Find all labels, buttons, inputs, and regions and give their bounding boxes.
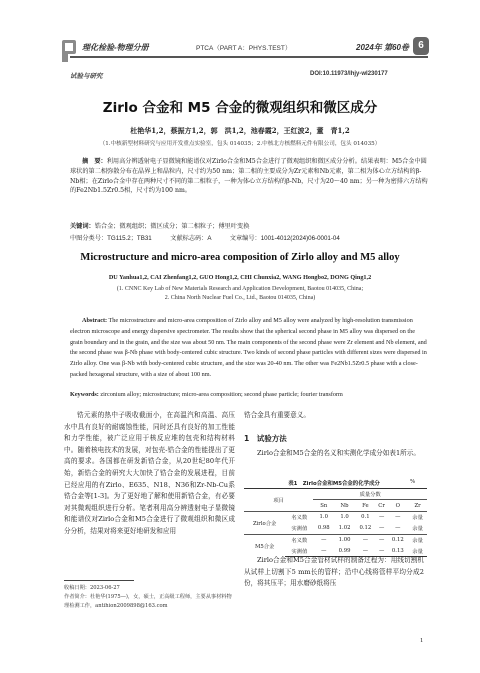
table-cell: — <box>362 537 369 543</box>
doi[interactable]: DOI:10.11973/lhjy-wl230177 <box>310 71 388 77</box>
keywords-label-chinese: 关键词： <box>70 223 95 230</box>
title-chinese: Zirlo 合金和 M5 合金的微观组织和微区成分 <box>102 100 378 116</box>
abstract-label-english: Abstract: <box>82 317 108 324</box>
intro-continuation: 锆合金具有重要意义。 <box>244 411 310 419</box>
table-cell: 0.98 <box>313 523 334 534</box>
abstract-text-english: The microstructure and micro-area composition of Zirlo alloy and M5 alloy were analyzed by high-resolution transmission electron microscope and energy dispersive spectrometer. The results show that the spherical second phase in M5 alloy was dispersed on the grain boundary and in the grain, and the size was about 50 nm. The main components of the second phase were Zr element and Nb element, and the second phase was β-Nb phase with body-centered cubic structure. Two kinds of second phase particles with different sizes were dispersed in Zirlo alloy. One was β-Nb with body-centered cubic structure, and the size was 20-40 nm. The other was Fe2Nb1.5Zr0.5 phase with a close-packed hexagonal structure, with a size of about 100 nm. <box>70 317 427 378</box>
table-cell-alloy: Zirlo合金 <box>244 511 285 534</box>
table-cell: 余量 <box>408 545 427 556</box>
table-col-header: Sn <box>313 500 334 511</box>
footnote <box>64 584 235 611</box>
affiliation-english <box>0 285 480 303</box>
table-cell-alloy: M5合金 <box>254 543 275 550</box>
table-cell: — <box>395 514 401 521</box>
abstract-chinese <box>70 157 428 196</box>
table-cell: 0.12 <box>391 537 404 543</box>
keywords-text-english: zirconium alloy; microstructure; micro-area composition; second phase particle; fourier transform <box>100 391 343 398</box>
table-cell: 1.00 <box>338 537 351 543</box>
keywords-chinese <box>70 222 428 232</box>
table-cell: — <box>378 514 385 521</box>
table-col-header: Zr <box>408 500 427 511</box>
keywords-label-english: Keywords: <box>70 391 99 398</box>
title-english: Microstructure and micro-area composition of Zirlo alloy and M5 alloy <box>80 252 400 263</box>
table-cell: 余量 <box>412 538 423 544</box>
table-cell: 1.0 <box>340 514 349 521</box>
table-header-item: 项目 <box>244 489 313 512</box>
issue-badge: 6 <box>413 37 429 55</box>
preparation-paragraph: Zirlo合金和M5合金管材试样的制备过程为：用线切割机从试样上切割下5 mm长的管样；沿中心线将管样平均分成2份，将其压平；用水磨砂纸将压 <box>244 556 424 588</box>
table-cell: 余量 <box>412 515 423 522</box>
intro-paragraph: 锆元素的热中子吸收截面小，在高温汽和高温、高压水中具有良好的耐腐蚀性能，同时还具有良好的加工性能和力学性能，被广泛应用于核反应堆的包壳和结构材料中。随着核电技术的发展，对包壳-锆合金的性能提出了更高的要求。各国都在研发新锆合金，从20世纪80年代开始，新锆合金的研究大大加快了锆合金的发展进程，目前已经应用的有Zirlo、E635、N18、N36和Zr-Nb-Cu系锆合金等[1-3]。为了更好地了解和使用新锆合金，有必要对其微观组织进行分析。笔者利用高分辨透射电子显微镜和能谱仪对Zirlo合金和M5合金进行了微观组织和微区成分分析，结果对将来更好地研发和应用 <box>64 411 235 535</box>
table-col-header: Cr <box>376 500 388 511</box>
table-cell: 0.99 <box>334 545 355 556</box>
methods-paragraph: Zirlo合金和M5合金的名义和实测化学成分如表1所示。 <box>257 449 420 457</box>
table-col-header: O <box>387 500 408 511</box>
table-cell: — <box>376 545 388 556</box>
table-cell: 余量 <box>408 523 427 534</box>
table-row <box>244 511 427 522</box>
footnote-author: 作者简介：杜艳华(1975—)，女，硕士，正高级工程师，主要从事材料物理检测工作，antihion2009898@163.com <box>64 594 232 609</box>
table-cell: — <box>376 523 388 534</box>
section-heading-methods: 1 试验方法 <box>244 434 287 443</box>
authors-english: DU Yanhua1,2, CAI Zhenfang1,2, GUO Hong1,2, CHI Chunxia2, WANG Hongbo2, DONG Qing1,2 <box>108 274 372 281</box>
composition-table <box>244 488 427 557</box>
journal-name: 理化检验-物理分册 <box>82 43 149 52</box>
abstract-text-chinese: 利用高分辨透射电子显微镜和能谱仪对Zirlo合金和M5合金进行了微观组织和微区成分分析。结果表明：M5合金中圆球状的第二相弥散分布在晶界上和晶粒内，尺寸约为50 nm；第二相的主要成分为Zr元素和Nb元素，第二相为体心立方结构的β-Nb相；在Zirlo合金中存在两种尺寸不同的第二相粒子，一种为体心立方结构的β-Nb，尺寸为20～40 nm；另一种为密排六方结构的Fe2Nb1.5Zr0.5相，尺寸约为100 nm。 <box>70 158 428 195</box>
table-cell-kind: 名义数 <box>291 538 308 544</box>
keywords-text-chinese: 锆合金；微观组织；微区成分；第二相粒子；傅里叶变换 <box>94 223 250 230</box>
classification-line: 中图分类号：TG115.2；TB31 文献标志码：A 文章编号：1001-4012(2024)06-0001-04 <box>70 235 340 242</box>
footnote-received: 收稿日期：2023-06-27 <box>64 585 120 591</box>
footnote-divider <box>64 580 134 581</box>
table-col-header: Nb <box>334 500 355 511</box>
page-number: 1 <box>420 637 424 644</box>
table-cell: — <box>387 523 408 534</box>
table-row <box>244 534 427 545</box>
affiliation-english-1: (1. CNNC Key Lab of New Materials Research and Application Development, Baotou 014035, China; <box>116 286 364 292</box>
abstract-english <box>70 316 428 381</box>
table-header-group: 质量分数 <box>313 489 427 500</box>
article-category: 试验与研究 <box>70 72 103 80</box>
table-cell: — <box>321 537 327 543</box>
authors-chinese: 杜艳华1,2，蔡振方1,2，郭 洪1,2，池春霞2，王红波2，董 青1,2 <box>130 126 350 135</box>
affiliation-english-2: 2. China North Nuclear Fuel Co., Ltd., Baotou 014035, China) <box>164 295 316 301</box>
table-cell: 1.0 <box>319 514 328 521</box>
header-rule <box>70 56 428 58</box>
table-cell-kind: 实测值 <box>285 545 313 556</box>
year-volume: 2024年 第60卷 <box>356 43 409 52</box>
table-cell: — <box>355 545 376 556</box>
journal-logo-icon <box>62 40 76 54</box>
table-unit: % <box>410 479 416 485</box>
table-col-header: Fe <box>355 500 376 511</box>
table-cell-kind: 实测值 <box>285 523 313 534</box>
keywords-english <box>70 390 428 399</box>
table-cell-kind: 名义数 <box>291 515 308 522</box>
abstract-label-chinese: 摘 要： <box>82 158 107 165</box>
journal-header-center: PTCA（PART A：PHYS.TEST） <box>196 45 292 52</box>
table-cell: 1.02 <box>334 523 355 534</box>
table-cell: 0.13 <box>387 545 408 556</box>
affiliation-chinese: （1.中核新型材料研究与应用开发重点实验室，包头 014035；2.中核北方核燃料元件有限公司，包头 014035） <box>99 141 381 147</box>
table-cell: — <box>378 537 385 543</box>
table-cell: 0.1 <box>361 514 370 521</box>
table-caption: 表1 Zirlo合金和M5合金的化学成分 <box>288 481 380 487</box>
table-cell: — <box>313 545 334 556</box>
table-cell: 0.12 <box>355 523 376 534</box>
